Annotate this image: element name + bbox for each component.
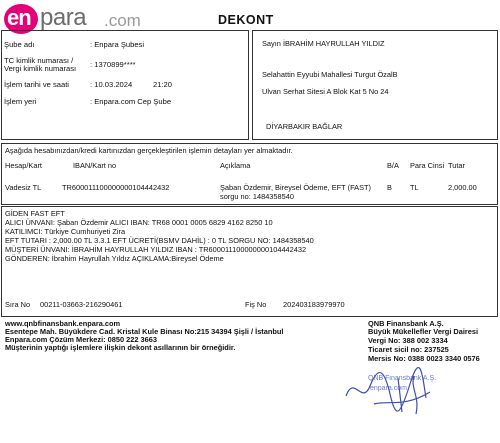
row-iban: TR600011100000000104442432	[62, 183, 170, 192]
footer-disclaimer: Müşterinin yaptığı işlemlere ilişkin dekont asıllarının bir örneğidir.	[5, 343, 236, 352]
tax-number-label: Vergi kimlik numarası	[4, 64, 77, 73]
sira-no-label: Sıra No	[5, 300, 31, 309]
date-value: : 10.03.2024	[90, 80, 133, 89]
transaction-intro: Aşağıda hesabınızdan/kredi kartınızdan gerçekleştirilen işlemin detayları yer almaktadır.	[5, 146, 293, 155]
header-amount: Tutar	[448, 161, 465, 170]
logo-para-text: para	[40, 4, 87, 31]
row-description-query: sorgu no: 1484358540	[220, 192, 294, 201]
stamp-text-bank: QNB Finansbank A.Ş.	[368, 375, 437, 382]
details-line: ALICI ÜNVANI: Şaban Özdemir ALICI IBAN: TR68 0001 0005 6829 4162 8250 10	[5, 218, 273, 227]
logo-com-text: .com	[104, 11, 141, 30]
branch-name-label: Şube adı	[4, 40, 35, 49]
details-line: GÖNDEREN: İbrahim Hayrullah Yıldız AÇIKLAMA:Bireysel Ödeme	[5, 254, 224, 263]
header-iban: IBAN/Kart no	[73, 161, 117, 170]
footer-call-center: Enpara.com Çözüm Merkezi: 0850 222 3663	[5, 335, 157, 344]
recipient-city: DİYARBAKIR BAĞLAR	[266, 122, 343, 131]
footer-website: www.qnbfinansbank.enpara.com	[5, 319, 121, 328]
header-currency: Para Cinsi	[410, 161, 445, 170]
row-description: Şaban Özdemir, Bireysel Ödeme, EFT (FAST)	[220, 183, 372, 192]
recipient-address-line2: Ulvan Serhat Sitesi A Blok Kat 5 No 24	[262, 87, 389, 96]
row-amount: 2,000.00	[448, 183, 477, 192]
header-description: Açıklama	[220, 161, 251, 170]
fis-no-label: Fiş No	[245, 300, 267, 309]
logo-en-text: en	[7, 5, 31, 30]
stamp-text-enpara: enpara.com	[370, 385, 407, 392]
location-label: İşlem yeri	[4, 97, 37, 106]
time-value: 21:20	[153, 80, 173, 89]
tc-number-label: TC kimlik numarası /	[4, 56, 74, 65]
date-label: İşlem tarihi ve saati	[4, 80, 69, 89]
footer-tax-office: Büyük Mükellefler Vergi Dairesi	[368, 327, 479, 336]
fis-no-value: 202403183979970	[283, 300, 345, 309]
row-account: Vadesiz TL	[5, 183, 42, 192]
footer-bank-name: QNB Finansbank A.Ş.	[368, 319, 444, 328]
recipient-address-line1: Selahattin Eyyubi Mahallesi Turgut ÖzalB	[262, 70, 398, 79]
details-line: MÜŞTERİ ÜNVANI: İBRAHİM HAYRULLAH YILDIZ IBAN : TR600011100000000104442432	[5, 245, 307, 254]
sira-no-value: 00211-03663-216290461	[40, 300, 123, 309]
bank-stamp-signature	[340, 366, 450, 426]
location-value: : Enpara.com Cep Şube	[90, 97, 172, 106]
footer-mersis: Mersis No: 0388 0023 3340 0576	[368, 354, 480, 363]
row-currency: TL	[410, 183, 419, 192]
header-ba: B/A	[387, 161, 399, 170]
tc-number-value: : 1370899****	[90, 60, 136, 69]
details-line: EFT TUTARI : 2,000.00 TL 3.3.1 EFT ÜCRETİ(BSMV DAHİL) : 0 TL SORGU NO: 1484358540	[5, 236, 314, 245]
footer-trade-registry: Ticaret sicil no: 237525	[368, 345, 449, 354]
document-title: DEKONT	[218, 13, 274, 27]
details-line: KATILIMCI: Türkiye Cumhuriyeti Zira	[5, 227, 126, 236]
row-ba: B	[387, 183, 392, 192]
header-account: Hesap/Kart	[5, 161, 42, 170]
branch-name-value: : Enpara Şubesi	[90, 40, 145, 49]
details-line: GİDEN FAST EFT	[5, 209, 65, 218]
footer-tax-number: Vergi No: 388 002 3334	[368, 336, 448, 345]
recipient-name: Sayın İBRAHİM HAYRULLAH YILDIZ	[262, 39, 385, 48]
footer-address: Esentepe Mah. Büyükdere Cad. Kristal Kule Binası No:215 34394 Şişli / İstanbul	[5, 327, 284, 336]
